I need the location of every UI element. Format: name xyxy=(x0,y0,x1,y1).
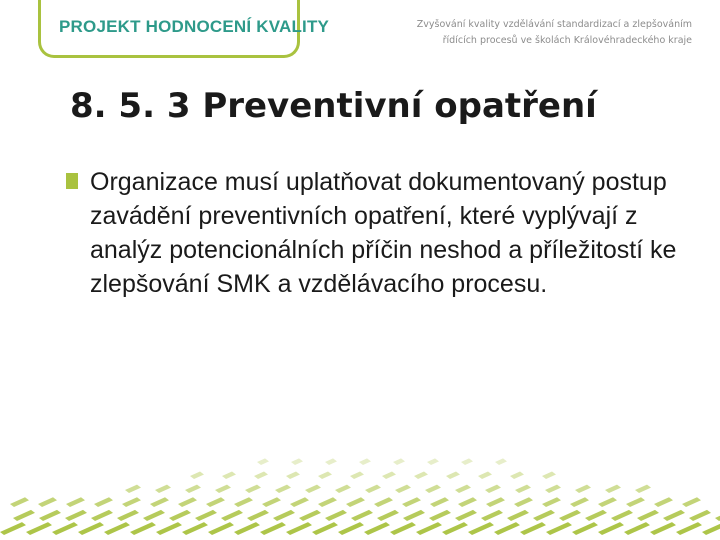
decorative-dash xyxy=(182,522,208,535)
decorative-dash xyxy=(291,458,303,465)
decorative-dash xyxy=(374,497,393,507)
decorative-dash xyxy=(520,522,546,535)
decorative-dash xyxy=(351,510,373,521)
tagline-line-2: řídících procesů ve školách Královéhradeckého kraje xyxy=(442,35,692,46)
decorative-dash xyxy=(486,497,505,507)
decorative-dash xyxy=(169,510,191,521)
decorative-dash xyxy=(494,522,520,535)
decorative-dash xyxy=(359,458,371,465)
decorative-dash xyxy=(514,497,533,507)
decorative-dash xyxy=(286,522,312,535)
decorative-dash xyxy=(215,485,231,493)
decorative-dash xyxy=(481,510,503,521)
decorative-dash xyxy=(52,522,78,535)
decorative-dash xyxy=(94,497,113,507)
decorative-dash xyxy=(715,510,720,521)
decorative-dash xyxy=(206,497,225,507)
decorative-dash xyxy=(598,522,624,535)
decorative-dash xyxy=(122,497,141,507)
project-logo xyxy=(38,0,330,58)
decorative-dash xyxy=(455,485,471,493)
logo-text: PROJEKT HODNOCENÍ KVALITY xyxy=(59,17,330,36)
decorative-dash xyxy=(702,522,720,535)
decorative-dash xyxy=(208,522,234,535)
decorative-dash xyxy=(65,510,87,521)
decorative-dash xyxy=(461,458,473,465)
decorative-dash xyxy=(364,522,390,535)
decorative-dash xyxy=(533,510,555,521)
decorative-dash xyxy=(663,510,685,521)
decorative-dash xyxy=(346,497,365,507)
decorative-dash xyxy=(403,510,425,521)
decorative-dash xyxy=(425,485,441,493)
decorative-dash xyxy=(611,510,633,521)
decorative-dash xyxy=(262,497,281,507)
bullet-item xyxy=(66,165,678,301)
decorative-dash xyxy=(572,522,598,535)
decorative-dash xyxy=(130,522,156,535)
decorative-dash xyxy=(676,522,702,535)
decorative-dash xyxy=(91,510,113,521)
decorative-dash xyxy=(542,472,556,480)
decorative-dash xyxy=(247,510,269,521)
decorative-dash xyxy=(382,472,396,480)
decorative-dash xyxy=(338,522,364,535)
decorative-dash xyxy=(222,472,236,480)
bullet-square-icon xyxy=(66,173,78,189)
slide-title: 8. 5. 3 Preventivní opatření xyxy=(70,86,597,126)
decorative-dash xyxy=(635,485,651,493)
decorative-dash xyxy=(305,485,321,493)
decorative-dash xyxy=(185,485,201,493)
project-tagline xyxy=(417,17,692,49)
decorative-dash xyxy=(570,497,589,507)
decorative-dash xyxy=(66,497,85,507)
decorative-dash xyxy=(377,510,399,521)
decorative-dash xyxy=(257,458,269,465)
decorative-dash xyxy=(286,472,300,480)
decorative-dash xyxy=(682,497,701,507)
decorative-dash xyxy=(624,522,650,535)
decorative-dash xyxy=(650,522,676,535)
decorative-dash xyxy=(626,497,645,507)
decorative-dash xyxy=(26,522,52,535)
decorative-dash xyxy=(605,485,621,493)
decorative-dash xyxy=(325,510,347,521)
decorative-dash xyxy=(290,497,309,507)
decorative-dash xyxy=(125,485,141,493)
decorative-dash xyxy=(402,497,421,507)
decorative-dash xyxy=(507,510,529,521)
decorative-dash xyxy=(427,458,439,465)
decorative-dash xyxy=(510,472,524,480)
decorative-dash xyxy=(155,485,171,493)
decorative-dash xyxy=(318,472,332,480)
decorative-dash xyxy=(393,458,405,465)
decorative-dash xyxy=(273,510,295,521)
decorative-dash xyxy=(559,510,581,521)
decorative-dash xyxy=(575,485,591,493)
decorative-dash xyxy=(254,472,268,480)
decorative-dash xyxy=(13,510,35,521)
decorative-dash xyxy=(390,522,416,535)
decorative-dash xyxy=(458,497,477,507)
decorative-dash xyxy=(38,497,57,507)
decorative-dash xyxy=(299,510,321,521)
decorative-dash xyxy=(325,458,337,465)
decorative-dash xyxy=(190,472,204,480)
decorative-dash xyxy=(104,522,130,535)
decorative-dash xyxy=(156,522,182,535)
decorative-dash xyxy=(39,510,61,521)
decorative-dash xyxy=(318,497,337,507)
decorative-dash xyxy=(429,510,451,521)
decorative-dash xyxy=(446,472,460,480)
decorative-dash xyxy=(455,510,477,521)
decorative-dash xyxy=(654,497,673,507)
decorative-dash xyxy=(143,510,165,521)
decorative-dash xyxy=(234,522,260,535)
decorative-dash xyxy=(468,522,494,535)
decorative-dash xyxy=(485,485,501,493)
decorative-dash xyxy=(195,510,217,521)
decorative-dash xyxy=(545,485,561,493)
decorative-dash xyxy=(598,497,617,507)
decorative-dash xyxy=(350,472,364,480)
decorative-dash xyxy=(335,485,351,493)
tagline-line-1: Zvyšování kvality vzdělávání standardizací a zlepšováním xyxy=(416,19,692,30)
decorative-dash xyxy=(515,485,531,493)
decorative-dash xyxy=(478,472,492,480)
decorative-dash xyxy=(414,472,428,480)
decorative-dash xyxy=(637,510,659,521)
decorative-dash xyxy=(117,510,139,521)
decorative-dash xyxy=(150,497,169,507)
decorative-dash xyxy=(245,485,261,493)
decorative-dash xyxy=(10,497,29,507)
decorative-dash xyxy=(78,522,104,535)
decorative-dash xyxy=(585,510,607,521)
bullet-text: Organizace musí uplatňovat dokumentovaný postup zavádění preventivních opatření, které vyplývají z analýz potencionálních příčin neshod a příležitostí ke zlepšování SMK a vzdělávacího procesu. xyxy=(90,168,677,298)
decorative-dash xyxy=(416,522,442,535)
decorative-pattern xyxy=(0,440,720,540)
decorative-dash xyxy=(442,522,468,535)
decorative-dash xyxy=(312,522,338,535)
decorative-dash xyxy=(275,485,291,493)
decorative-dash xyxy=(178,497,197,507)
decorative-dash xyxy=(365,485,381,493)
decorative-dash xyxy=(221,510,243,521)
decorative-dash xyxy=(260,522,286,535)
decorative-dash xyxy=(395,485,411,493)
decorative-dash xyxy=(0,522,26,535)
decorative-dash xyxy=(689,510,711,521)
decorative-dash xyxy=(234,497,253,507)
decorative-dash xyxy=(430,497,449,507)
decorative-dash xyxy=(495,458,507,465)
decorative-dash xyxy=(542,497,561,507)
decorative-dash xyxy=(546,522,572,535)
